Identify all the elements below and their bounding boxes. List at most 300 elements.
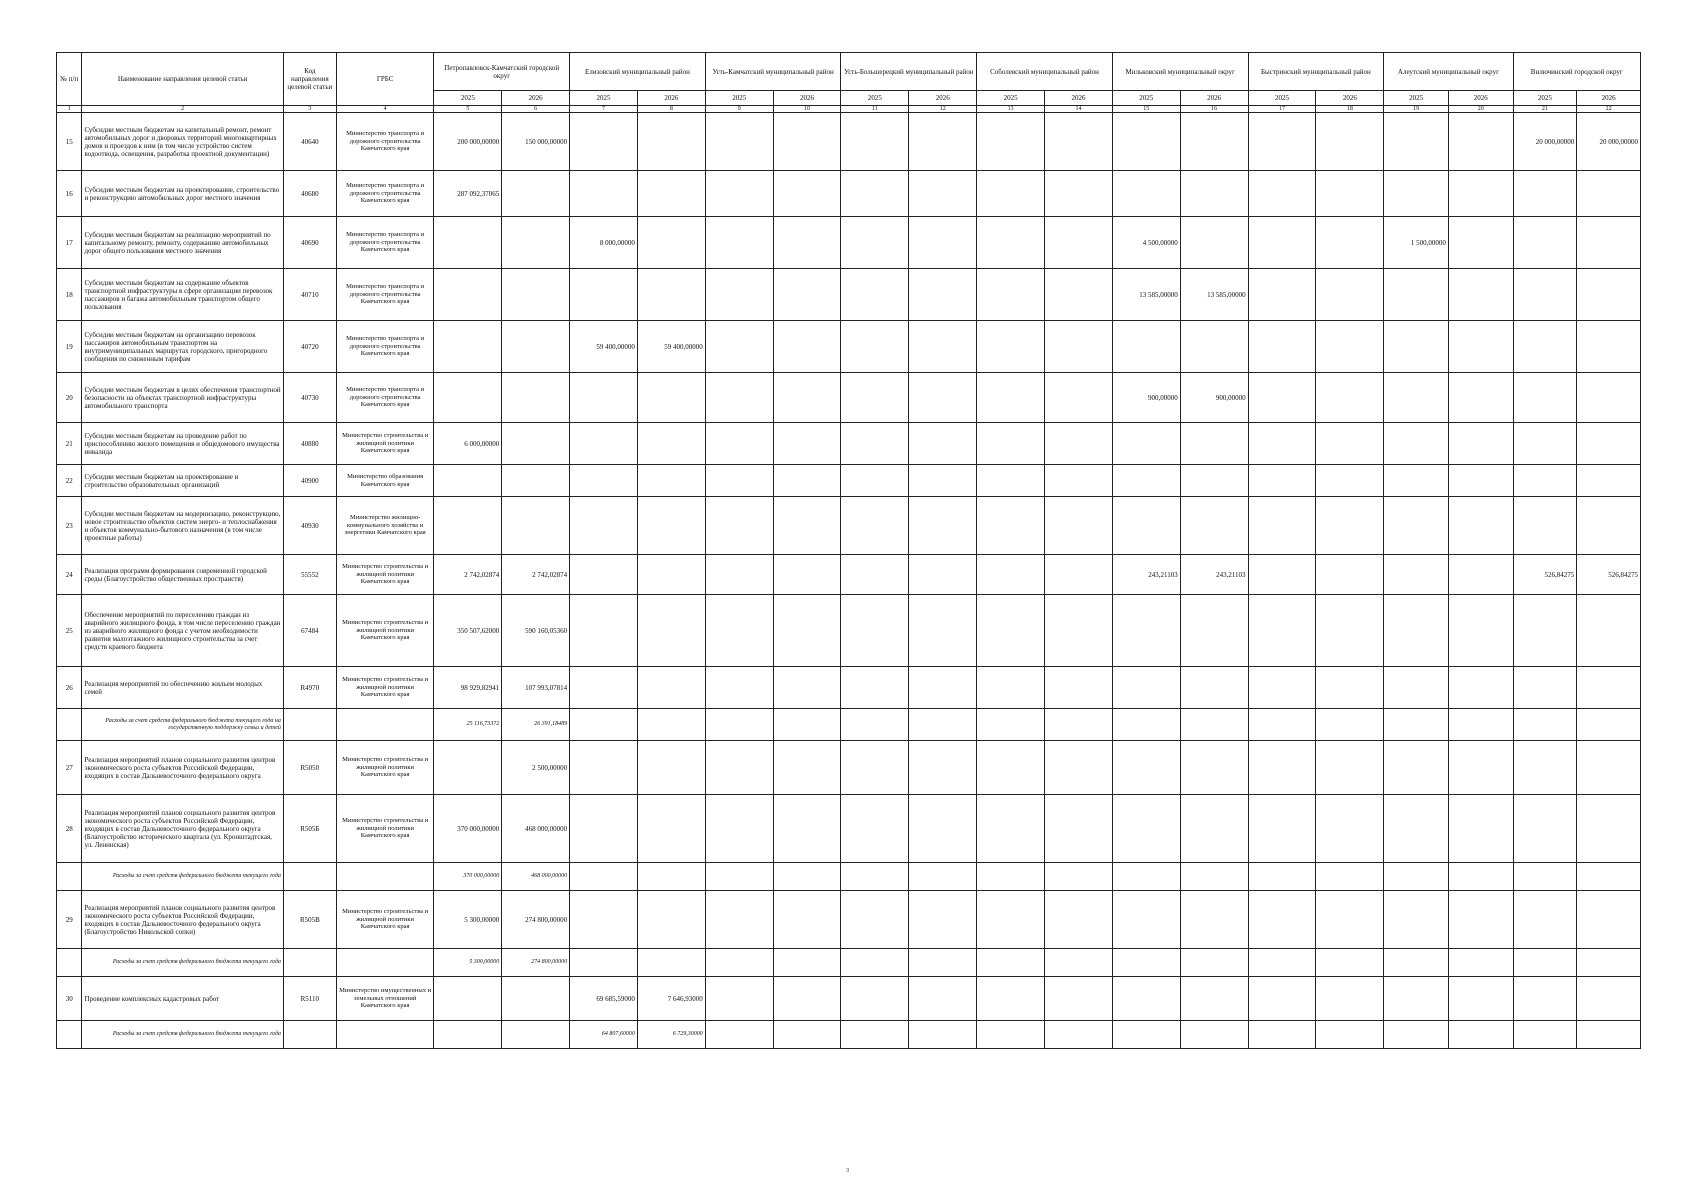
year-header: 2026 xyxy=(637,91,705,106)
value-cell xyxy=(1045,217,1113,269)
column-number: 10 xyxy=(773,106,841,113)
value-cell xyxy=(570,741,638,795)
column-number: 11 xyxy=(841,106,909,113)
subtotal-row xyxy=(57,1021,1641,1049)
table-row xyxy=(57,321,1641,373)
value-cell xyxy=(705,795,773,863)
value-cell xyxy=(1045,977,1113,1021)
row-grbs: Министерство строительства и жилищной политики Камчатского края xyxy=(336,555,434,595)
value-cell xyxy=(1384,269,1449,321)
value-cell xyxy=(434,217,502,269)
value-cell xyxy=(977,171,1045,217)
value-cell: 2 500,00000 xyxy=(502,741,570,795)
value-cell xyxy=(1180,977,1248,1021)
row-code: 40680 xyxy=(283,171,336,217)
year-header: 2026 xyxy=(773,91,841,106)
value-cell xyxy=(637,863,705,891)
value-cell: 26 391,18489 xyxy=(502,709,570,741)
column-number: 12 xyxy=(909,106,977,113)
row-number: 24 xyxy=(57,555,82,595)
row-grbs: Министерство транспорта и дорожного строительства Камчатского края xyxy=(336,373,434,423)
row-code: R505Б xyxy=(283,795,336,863)
value-cell xyxy=(502,321,570,373)
row-grbs: Министерство транспорта и дорожного строительства Камчатского края xyxy=(336,321,434,373)
row-number: 27 xyxy=(57,741,82,795)
value-cell xyxy=(1577,321,1641,373)
value-cell xyxy=(773,423,841,465)
column-number: 16 xyxy=(1180,106,1248,113)
value-cell xyxy=(773,977,841,1021)
value-cell xyxy=(773,949,841,977)
value-cell xyxy=(1112,949,1180,977)
row-grbs: Министерство транспорта и дорожного строительства Камчатского края xyxy=(336,217,434,269)
value-cell xyxy=(705,949,773,977)
value-cell xyxy=(637,171,705,217)
row-name: Расходы за счет средств федерального бюджета текущего года xyxy=(82,863,283,891)
year-header: 2025 xyxy=(1112,91,1180,106)
value-cell xyxy=(1577,465,1641,497)
value-cell xyxy=(502,423,570,465)
value-cell xyxy=(502,373,570,423)
value-cell xyxy=(1448,795,1513,863)
value-cell xyxy=(1513,741,1577,795)
row-number: 19 xyxy=(57,321,82,373)
row-grbs: Министерство строительства и жилищной политики Камчатского края xyxy=(336,595,434,667)
column-number: 5 xyxy=(434,106,502,113)
value-cell xyxy=(977,667,1045,709)
value-cell xyxy=(1045,595,1113,667)
value-cell: 6 729,30000 xyxy=(637,1021,705,1049)
value-cell xyxy=(1577,667,1641,709)
value-cell xyxy=(705,595,773,667)
year-header: 2025 xyxy=(570,91,638,106)
row-code xyxy=(283,949,336,977)
year-header: 2026 xyxy=(1316,91,1384,106)
district-header: Усть-Камчатский муниципальный район xyxy=(705,53,841,91)
row-code: 40930 xyxy=(283,497,336,555)
value-cell xyxy=(1513,949,1577,977)
table-row xyxy=(57,373,1641,423)
value-cell xyxy=(637,795,705,863)
column-number: 7 xyxy=(570,106,638,113)
row-name: Субсидии местным бюджетам на модернизацию, реконструкцию, новое строительство объектов систем энерго- и теплоснабжения и объектов коммунально-бытового назначения (в том числе проектные работы) xyxy=(82,497,283,555)
value-cell xyxy=(909,321,977,373)
value-cell xyxy=(1045,795,1113,863)
value-cell xyxy=(773,595,841,667)
value-cell xyxy=(841,595,909,667)
value-cell xyxy=(977,373,1045,423)
table-row xyxy=(57,555,1641,595)
value-cell: 5 300,00000 xyxy=(434,891,502,949)
row-name: Субсидии местным бюджетам на капитальный ремонт, ремонт автомобильных дорог и дворовых территорий многоквартирных домов и проездов к ним (в том числе устройство систем водоотвода, освещения, разработка проектной документации) xyxy=(82,113,283,171)
value-cell: 69 685,59000 xyxy=(570,977,638,1021)
value-cell xyxy=(637,595,705,667)
value-cell xyxy=(637,949,705,977)
row-grbs: Министерство строительства и жилищной политики Камчатского края xyxy=(336,741,434,795)
value-cell xyxy=(1448,497,1513,555)
value-cell xyxy=(909,113,977,171)
value-cell xyxy=(1316,465,1384,497)
value-cell xyxy=(1316,423,1384,465)
row-name: Реализация мероприятий планов социального развития центров экономического роста субъектов Российской Федерации, входящих в состав Дальневосточного федерального округа (Благоустройство Никольской сопки) xyxy=(82,891,283,949)
column-number: 21 xyxy=(1513,106,1577,113)
value-cell xyxy=(1577,269,1641,321)
table-row xyxy=(57,423,1641,465)
value-cell xyxy=(977,595,1045,667)
value-cell xyxy=(570,423,638,465)
value-cell xyxy=(909,949,977,977)
value-cell xyxy=(1316,373,1384,423)
value-cell xyxy=(570,863,638,891)
value-cell xyxy=(909,667,977,709)
year-header: 2026 xyxy=(1045,91,1113,106)
column-number: 13 xyxy=(977,106,1045,113)
value-cell xyxy=(977,977,1045,1021)
value-cell xyxy=(841,465,909,497)
value-cell: 274 800,00000 xyxy=(502,891,570,949)
value-cell xyxy=(841,423,909,465)
row-code: R5110 xyxy=(283,977,336,1021)
value-cell xyxy=(1316,949,1384,977)
value-cell xyxy=(1513,891,1577,949)
value-cell xyxy=(977,269,1045,321)
value-cell xyxy=(909,977,977,1021)
table-row xyxy=(57,891,1641,949)
value-cell xyxy=(1448,863,1513,891)
value-cell xyxy=(705,321,773,373)
year-header: 2025 xyxy=(841,91,909,106)
value-cell xyxy=(977,709,1045,741)
value-cell xyxy=(570,269,638,321)
value-cell xyxy=(705,891,773,949)
value-cell xyxy=(1384,595,1449,667)
value-cell xyxy=(1316,113,1384,171)
column-number: 22 xyxy=(1577,106,1641,113)
row-grbs xyxy=(336,949,434,977)
value-cell xyxy=(977,741,1045,795)
value-cell xyxy=(637,465,705,497)
value-cell xyxy=(1316,321,1384,373)
column-number: 17 xyxy=(1248,106,1316,113)
value-cell xyxy=(1577,977,1641,1021)
value-cell xyxy=(1448,217,1513,269)
value-cell xyxy=(1248,171,1316,217)
table-row xyxy=(57,113,1641,171)
value-cell: 25 116,73372 xyxy=(434,709,502,741)
year-header: 2026 xyxy=(1180,91,1248,106)
value-cell xyxy=(1448,891,1513,949)
row-name: Субсидии местным бюджетам на реализацию мероприятий по капитальному ремонту, ремонту, содержанию автомобильных дорог общего пользования местного значения xyxy=(82,217,283,269)
value-cell xyxy=(570,949,638,977)
value-cell xyxy=(1316,667,1384,709)
value-cell xyxy=(1513,269,1577,321)
value-cell xyxy=(841,949,909,977)
value-cell xyxy=(1316,863,1384,891)
value-cell xyxy=(1384,321,1449,373)
row-grbs: Министерство строительства и жилищной политики Камчатского края xyxy=(336,795,434,863)
value-cell xyxy=(502,171,570,217)
value-cell xyxy=(1112,863,1180,891)
value-cell xyxy=(1384,423,1449,465)
value-cell xyxy=(1448,373,1513,423)
district-header: Мильковский муниципальный округ xyxy=(1112,53,1248,91)
value-cell xyxy=(841,891,909,949)
value-cell xyxy=(977,891,1045,949)
row-grbs: Министерство строительства и жилищной политики Камчатского края xyxy=(336,423,434,465)
table-row xyxy=(57,667,1641,709)
row-grbs: Министерство транспорта и дорожного строительства Камчатского края xyxy=(336,269,434,321)
value-cell xyxy=(705,1021,773,1049)
row-name: Субсидии местным бюджетам на проведение работ по приспособлению жилого помещения и общедомового имущества инвалида xyxy=(82,423,283,465)
value-cell: 370 000,00000 xyxy=(434,863,502,891)
value-cell xyxy=(1316,795,1384,863)
value-cell xyxy=(1577,795,1641,863)
value-cell xyxy=(1316,269,1384,321)
year-header: 2025 xyxy=(1513,91,1577,106)
value-cell xyxy=(1112,667,1180,709)
value-cell xyxy=(1112,795,1180,863)
value-cell xyxy=(841,863,909,891)
value-cell xyxy=(773,863,841,891)
value-cell xyxy=(1513,977,1577,1021)
value-cell xyxy=(841,1021,909,1049)
value-cell xyxy=(1248,709,1316,741)
value-cell xyxy=(1513,709,1577,741)
value-cell xyxy=(841,977,909,1021)
value-cell xyxy=(1448,741,1513,795)
value-cell: 900,00000 xyxy=(1180,373,1248,423)
value-cell xyxy=(773,217,841,269)
row-number xyxy=(57,1021,82,1049)
row-grbs xyxy=(336,1021,434,1049)
value-cell xyxy=(909,269,977,321)
value-cell xyxy=(1180,795,1248,863)
value-cell xyxy=(502,269,570,321)
value-cell xyxy=(1180,1021,1248,1049)
value-cell xyxy=(1045,667,1113,709)
row-name: Обеспечение мероприятий по переселению граждан из аварийного жилищного фонда, в том числе переселению граждан из аварийного жилищного фонда с учетом необходимости развития малоэтажного жилищного строительства за счет средств краевого бюджета xyxy=(82,595,283,667)
value-cell xyxy=(773,113,841,171)
table-row xyxy=(57,977,1641,1021)
value-cell: 6 000,00000 xyxy=(434,423,502,465)
subtotal-row xyxy=(57,949,1641,977)
value-cell xyxy=(637,269,705,321)
value-cell xyxy=(1112,171,1180,217)
value-cell xyxy=(1384,555,1449,595)
row-grbs: Министерство строительства и жилищной политики Камчатского края xyxy=(336,891,434,949)
column-number: 19 xyxy=(1384,106,1449,113)
row-number: 18 xyxy=(57,269,82,321)
row-number: 25 xyxy=(57,595,82,667)
value-cell xyxy=(1513,1021,1577,1049)
value-cell xyxy=(909,1021,977,1049)
value-cell xyxy=(434,1021,502,1049)
value-cell xyxy=(1448,977,1513,1021)
value-cell xyxy=(1112,977,1180,1021)
value-cell xyxy=(705,113,773,171)
value-cell xyxy=(502,1021,570,1049)
budget-table xyxy=(56,52,1641,1049)
year-header: 2026 xyxy=(502,91,570,106)
value-cell xyxy=(1384,113,1449,171)
row-number: 21 xyxy=(57,423,82,465)
value-cell xyxy=(1180,321,1248,373)
value-cell xyxy=(705,465,773,497)
value-cell xyxy=(841,171,909,217)
subtotal-row xyxy=(57,863,1641,891)
value-cell xyxy=(1448,595,1513,667)
value-cell xyxy=(1384,891,1449,949)
table-wrapper xyxy=(56,52,1641,1049)
value-cell xyxy=(1384,465,1449,497)
value-cell xyxy=(434,977,502,1021)
value-cell xyxy=(1248,217,1316,269)
value-cell: 98 929,82941 xyxy=(434,667,502,709)
row-number: 23 xyxy=(57,497,82,555)
value-cell xyxy=(434,497,502,555)
value-cell: 8 000,00000 xyxy=(570,217,638,269)
value-cell xyxy=(1513,863,1577,891)
value-cell xyxy=(1316,217,1384,269)
row-name: Проведение комплексных кадастровых работ xyxy=(82,977,283,1021)
value-cell xyxy=(841,795,909,863)
table-row xyxy=(57,269,1641,321)
value-cell xyxy=(841,497,909,555)
row-code: 40690 xyxy=(283,217,336,269)
value-cell xyxy=(1384,709,1449,741)
value-cell xyxy=(909,555,977,595)
value-cell xyxy=(1448,555,1513,595)
value-cell xyxy=(841,555,909,595)
value-cell xyxy=(1248,423,1316,465)
value-cell xyxy=(570,709,638,741)
value-cell xyxy=(1180,667,1248,709)
column-number: 9 xyxy=(705,106,773,113)
value-cell xyxy=(773,373,841,423)
value-cell xyxy=(1248,269,1316,321)
row-name: Субсидии местным бюджетам на содержание объектов транспортной инфраструктуры в сфере организации перевозок пассажиров и багажа автомобильным транспортом общего пользования xyxy=(82,269,283,321)
value-cell xyxy=(1045,1021,1113,1049)
value-cell xyxy=(1248,741,1316,795)
value-cell: 13 585,00000 xyxy=(1112,269,1180,321)
column-number: 6 xyxy=(502,106,570,113)
row-grbs: Министерство образования Камчатского края xyxy=(336,465,434,497)
column-number: 2 xyxy=(82,106,283,113)
value-cell xyxy=(1577,949,1641,977)
value-cell xyxy=(909,891,977,949)
value-cell: 4 500,00000 xyxy=(1112,217,1180,269)
value-cell xyxy=(1180,423,1248,465)
value-cell xyxy=(841,709,909,741)
value-cell: 590 160,05360 xyxy=(502,595,570,667)
value-cell xyxy=(637,217,705,269)
value-cell: 20 000,00000 xyxy=(1513,113,1577,171)
value-cell xyxy=(977,949,1045,977)
value-cell xyxy=(977,321,1045,373)
value-cell: 274 800,00000 xyxy=(502,949,570,977)
row-number: 20 xyxy=(57,373,82,423)
value-cell xyxy=(705,741,773,795)
value-cell xyxy=(977,113,1045,171)
value-cell xyxy=(705,555,773,595)
value-cell xyxy=(705,171,773,217)
row-code: 40640 xyxy=(283,113,336,171)
value-cell: 468 000,00000 xyxy=(502,863,570,891)
column-number: 18 xyxy=(1316,106,1384,113)
column-number: 15 xyxy=(1112,106,1180,113)
value-cell xyxy=(1248,497,1316,555)
value-cell xyxy=(1045,863,1113,891)
row-name: Реализация мероприятий планов социального развития центров экономического роста субъектов Российской Федерации, входящих в состав Дальневосточного федерального округа xyxy=(82,741,283,795)
value-cell xyxy=(773,465,841,497)
value-cell xyxy=(570,497,638,555)
value-cell xyxy=(705,863,773,891)
value-cell xyxy=(1384,1021,1449,1049)
value-cell xyxy=(1513,497,1577,555)
district-header: Алеутский муниципальный округ xyxy=(1384,53,1513,91)
value-cell xyxy=(1180,949,1248,977)
value-cell xyxy=(502,977,570,1021)
value-cell xyxy=(773,171,841,217)
value-cell xyxy=(1513,465,1577,497)
value-cell xyxy=(1248,555,1316,595)
value-cell: 200 000,00000 xyxy=(434,113,502,171)
value-cell xyxy=(1112,321,1180,373)
value-cell xyxy=(1316,595,1384,667)
value-cell xyxy=(434,321,502,373)
value-cell: 1 500,00000 xyxy=(1384,217,1449,269)
district-header: Усть-Большерецкий муниципальный район xyxy=(841,53,977,91)
value-cell xyxy=(977,423,1045,465)
value-cell xyxy=(1448,113,1513,171)
value-cell xyxy=(1045,373,1113,423)
value-cell xyxy=(570,891,638,949)
value-cell xyxy=(1384,863,1449,891)
value-cell xyxy=(841,113,909,171)
value-cell xyxy=(1045,891,1113,949)
value-cell xyxy=(637,373,705,423)
value-cell xyxy=(1513,171,1577,217)
value-cell xyxy=(705,709,773,741)
value-cell xyxy=(1112,423,1180,465)
value-cell xyxy=(909,373,977,423)
value-cell xyxy=(1248,373,1316,423)
value-cell: 468 000,00000 xyxy=(502,795,570,863)
column-number: 4 xyxy=(336,106,434,113)
column-number: 14 xyxy=(1045,106,1113,113)
column-number: 1 xyxy=(57,106,82,113)
row-grbs: Министерство жилищно-коммунального хозяйства и энергетики Камчатского края xyxy=(336,497,434,555)
value-cell xyxy=(637,555,705,595)
row-name: Реализация мероприятий по обеспечению жильем молодых семей xyxy=(82,667,283,709)
value-cell xyxy=(909,595,977,667)
col-code-header: Код направления целевой статьи xyxy=(283,53,336,106)
table-row xyxy=(57,741,1641,795)
table-row xyxy=(57,217,1641,269)
subtotal-row xyxy=(57,709,1641,741)
value-cell xyxy=(1112,465,1180,497)
year-header: 2025 xyxy=(434,91,502,106)
row-code xyxy=(283,1021,336,1049)
value-cell xyxy=(1448,709,1513,741)
value-cell xyxy=(1248,595,1316,667)
row-code xyxy=(283,709,336,741)
value-cell xyxy=(1513,795,1577,863)
value-cell xyxy=(570,171,638,217)
row-grbs: Министерство строительства и жилищной политики Камчатского края xyxy=(336,667,434,709)
value-cell xyxy=(773,795,841,863)
row-grbs: Министерство транспорта и дорожного строительства Камчатского края xyxy=(336,113,434,171)
